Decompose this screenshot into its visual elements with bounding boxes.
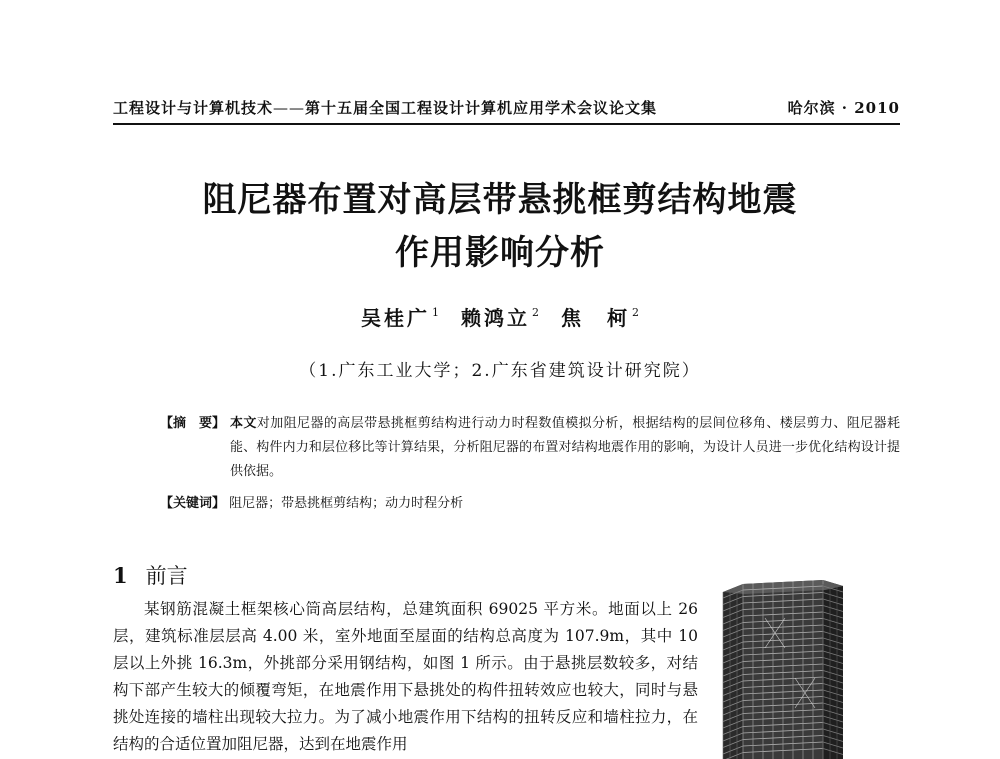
body-text [113,596,698,758]
author-affiliation-mark: 2 [632,306,639,319]
section-title: 前言 [145,564,188,588]
journal-name: 工程设计与计算机技术 [113,99,274,117]
abstract [160,412,900,484]
body-paragraph: 某钢筋混凝土框架核心筒高层结构，总建筑面积 69025 平方米。地面以上 26 层，建筑标准层层高 4.00 米，室外地面至屋面的结构总高度为 107.9m，其中 10 层以上外挑 16.3m，外挑部分采用钢结构，如图 1 所示。由于悬挑层数较多，对结构下部产生较大的倾覆弯矩，在地震作用下悬挑处的构件扭转效应也较大，同时与悬挑处连接的墙柱出现较大拉力。为了减小地震作用下结构的扭转反应和墙柱拉力，在结构的合适位置加阻尼器，达到在地震作用 [113,600,698,753]
keywords-text: 阻尼器；带悬挑框剪结构；动力时程分析 [229,496,464,511]
author-affiliation-mark: 1 [432,306,439,319]
paper-title-line-1: 阻尼器布置对高层带悬挑框剪结构地震 [202,180,798,220]
section-number: 1 [113,563,128,588]
paper-title-line-2: 作用影响分析 [395,233,605,273]
location-year: 哈尔滨 · 2010 [787,99,900,117]
author-name: 赖鸿立 [461,306,530,330]
header-separator: —— [273,99,306,117]
author-affiliation-mark: 2 [532,306,539,319]
running-header-left [113,97,657,118]
keywords [160,492,900,516]
proceedings-name: 第十五届全国工程设计计算机应用学术会议论文集 [305,99,658,117]
abstract-body [230,412,900,484]
abstract-text: 对加阻尼器的高层带悬挑框剪结构进行动力时程数值模拟分析，根据结构的层间位移角、楼层剪力、阻尼器耗能、构件内力和层位移比等计算结果，分析阻尼器的布置对结构地震作用的影响，为设计人员进一步优化结构设计提供依据。 [230,416,900,479]
author-name: 焦 柯 [561,306,630,330]
abstract-label: 【摘 要】 [160,416,226,431]
author-name: 吴桂广 [361,306,430,330]
building-model-image [705,578,855,759]
author-list [0,302,1000,331]
section-heading [113,560,188,590]
abstract-lead: 本文 [230,416,257,431]
running-header [113,97,900,125]
building-model-figure [705,578,855,759]
affiliations: （1.广东工业大学；2.广东省建筑设计研究院） [299,361,701,381]
keywords-label: 【关键词】 [160,496,226,511]
